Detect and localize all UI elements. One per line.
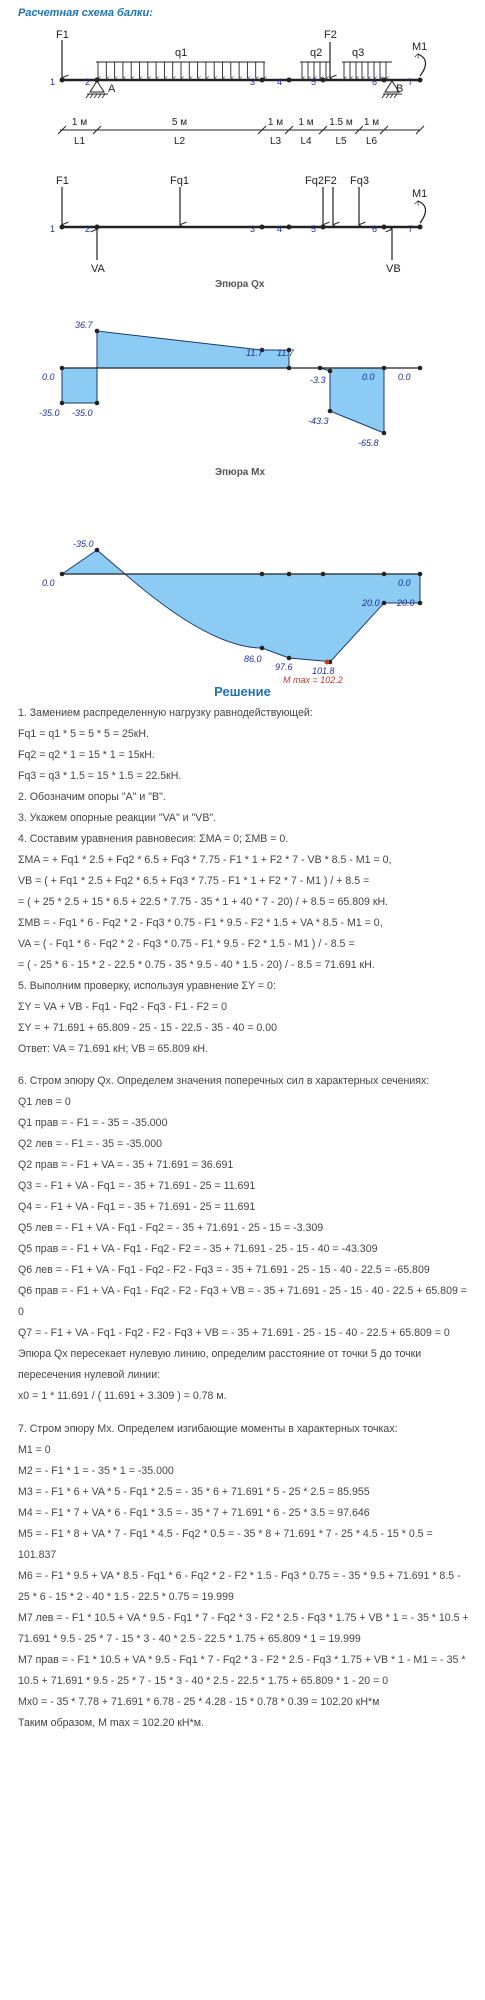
fq1-label: Fq1 — [170, 175, 189, 187]
solution-line: Q2 лев = - F1 = - 35 = -35.000 — [18, 1138, 163, 1151]
m-dot — [60, 572, 65, 577]
q-dot — [318, 366, 323, 371]
node-label: 2 — [85, 77, 91, 87]
node-dot — [382, 78, 387, 83]
solution-line: M5 = - F1 * 8 + VA * 7 - Fq1 * 4.5 - Fq2 * 0.5 = - 35 * 8 + 71.691 * 7 - 25 * 4.5 - 15 * 0.5 = 101.837 — [18, 1527, 433, 1561]
m-label-zero-right: 0.0 — [398, 578, 411, 588]
m-diagram — [42, 539, 422, 685]
span-name: L6 — [365, 136, 378, 147]
solution-line: Q7 = - F1 + VA - Fq1 - Fq2 - F2 - Fq3 + VB = - 35 + 71.691 - 25 - 15 - 40 - 22.5 + 65.809 = 0 — [18, 1327, 450, 1340]
m-label-101-8: 101.8 — [312, 666, 335, 676]
q-dot — [382, 366, 387, 371]
m-dot — [260, 646, 265, 651]
solution-line: Q1 прав = - F1 = - 35 = -35.000 — [18, 1117, 168, 1130]
equiv-f1-label: F1 — [56, 175, 69, 187]
solution-line: = ( - 25 * 6 - 15 * 2 - 22.5 * 0.75 - 35 * 9.5 - 40 * 1.5 - 20) / - 8.5 = 71.691 кН. — [18, 958, 375, 971]
m-dot — [287, 572, 292, 577]
node-dot — [60, 225, 65, 230]
span-dimensions — [58, 117, 424, 147]
node-label: 4 — [277, 224, 283, 234]
q-dot — [95, 329, 100, 334]
solution-line: M4 = - F1 * 7 + VA * 6 - Fq1 * 3.5 = - 35 * 7 + 71.691 * 6 - 25 * 3.5 = 97.646 — [18, 1506, 370, 1519]
solution-line: M6 = - F1 * 9.5 + VA * 8.5 - Fq1 * 6 - Fq2 * 2 - F2 * 1.5 - Fq3 * 0.75 = - 35 * 9.5 + 71.691 * 8.5 - 25 * 6 - 15 * 2 - 40 * 1.5 - 22.5 * 0.75 = 19.999 — [18, 1569, 461, 1603]
solution-line: M7 прав = - F1 * 10.5 + VA * 9.5 - Fq1 * 7 - Fq2 * 3 - F2 * 2.5 - Fq3 * 1.75 + VB * 1 - M1 = - 35 * 10.5 + 71.691 * 9.5 - 25 * 7 - 15 * 3 - 40 * 2.5 - 22.5 * 1.75 + 65.809 * 1 - 20 = 0 — [18, 1653, 466, 1687]
solution-line: Mx0 = - 35 * 7.78 + 71.691 * 6.78 - 25 * 4.28 - 15 * 0.78 * 0.39 = 102.20 кН*м — [18, 1695, 380, 1708]
node-label: 3 — [250, 77, 256, 87]
scheme-nodes — [50, 77, 423, 87]
equiv-nodes — [50, 224, 423, 234]
span-name: L3 — [269, 136, 282, 147]
solution-line: VB = ( + Fq1 * 2.5 + Fq2 * 6.5 + Fq3 * 7.75 - F1 * 1 + F2 * 7 - M1 ) / + 8.5 = — [18, 874, 370, 887]
q-dot — [287, 366, 292, 371]
solution-line: M3 = - F1 * 6 + VA * 5 - Fq1 * 2.5 = - 35 * 6 + 71.691 * 5 - 25 * 2.5 = 85.955 — [18, 1485, 370, 1498]
node-dot — [418, 225, 423, 230]
span-length: 1 м — [71, 117, 88, 128]
m1-moment-icon — [418, 54, 426, 76]
span-name: L5 — [335, 136, 347, 147]
m-label-97-6: 97.6 — [275, 662, 293, 672]
q-dot — [328, 409, 333, 414]
q-label-minus43-3: -43.3 — [308, 416, 329, 426]
solution-line: Q1 лев = 0 — [18, 1096, 71, 1109]
fq2f2-label: Fq2F2 — [305, 175, 337, 187]
m-label-zero-left: 0.0 — [42, 578, 55, 588]
solution-line: 3. Укажем опорные реакции "VA" и "VB". — [18, 811, 217, 824]
solution-line: Fq2 = q2 * 1 = 15 * 1 = 15кН. — [18, 748, 155, 761]
solution-line: Q4 = - F1 + VA - Fq1 = - 35 + 71.691 - 25 = 11.691 — [18, 1201, 256, 1214]
q-dot — [418, 366, 423, 371]
solution-line: = ( + 25 * 2.5 + 15 * 6.5 + 22.5 * 7.75 - 35 * 1 + 40 * 7 - 20) / + 8.5 = 65.809 кН. — [18, 895, 389, 908]
q-label-minus65-8: -65.8 — [358, 438, 379, 448]
solution-line: M2 = - F1 * 1 = - 35 * 1 = -35.000 — [18, 1464, 174, 1477]
m-label-20-b: 20.0 — [397, 598, 415, 608]
m-dot — [418, 572, 423, 577]
m-label-20-a: 20.0 — [362, 598, 380, 608]
node-label: 3 — [250, 224, 256, 234]
span-length: 1.5 м — [329, 117, 353, 128]
span-name: L4 — [300, 136, 312, 147]
q-label-minus35-b: -35.0 — [72, 408, 93, 418]
span-name: L1 — [73, 136, 86, 147]
q2-label: q2 — [310, 47, 323, 59]
span-name: L2 — [173, 136, 186, 147]
fq3-label: Fq3 — [350, 175, 369, 187]
m-dot — [418, 601, 423, 606]
mmax-label: M max = 102.2 — [283, 675, 343, 685]
solution-line: M7 лев = - F1 * 10.5 + VA * 9.5 - Fq1 * 7 - Fq2 * 3 - F2 * 2.5 - Fq3 * 1.75 + VB * 1 = - 35 * 10.5 + 71.691 * 9.5 - 25 * 7 - 15 * 3 - 40 * 2.5 - 22.5 * 1.75 + 65.809 * 1 = 19.999 — [18, 1611, 469, 1645]
node-label: 7 — [408, 224, 414, 234]
node-label: 6 — [372, 224, 378, 234]
q-dot — [382, 431, 387, 436]
solution-line: ΣMA = + Fq1 * 2.5 + Fq2 * 6.5 + Fq3 * 7.75 - F1 * 1 + F2 * 7 - VB * 8.5 - M1 = 0, — [18, 853, 392, 866]
q-label-11-7-b: 11.7 — [277, 348, 294, 358]
q-diagram-title: Эпюра Qx — [215, 279, 265, 290]
q-diagram — [39, 320, 422, 448]
q-label-zero-b: 0.0 — [362, 372, 375, 382]
solution-line: Q6 прав = - F1 + VA - Fq1 - Fq2 - F2 - Fq3 + VB = - 35 + 71.691 - 25 - 15 - 40 - 22.5 + 65.809 = 0 — [18, 1285, 467, 1319]
node-label: 2 — [85, 224, 91, 234]
m-dot — [287, 656, 292, 661]
m-diagram-title: Эпюра Mx — [215, 467, 266, 478]
q-label-zero-c: 0.0 — [398, 372, 411, 382]
q-label-11-7-a: 11.7 — [246, 348, 263, 358]
node-label: 1 — [50, 77, 56, 87]
node-dot — [321, 78, 326, 83]
solution-text — [18, 703, 473, 1734]
q-label-zero-left: 0.0 — [42, 372, 55, 382]
q-area-1 — [62, 368, 97, 403]
heading: Расчетная схема балки: — [18, 7, 153, 19]
node-label: 4 — [277, 77, 283, 87]
solution-line: Q6 лев = - F1 + VA - Fq1 - Fq2 - F2 - Fq3 = - 35 + 71.691 - 25 - 15 - 40 - 22.5 = -65.809 — [18, 1264, 430, 1277]
span-length: 5 м — [171, 117, 188, 128]
solution-line: Q5 лев = - F1 + VA - Fq1 - Fq2 = - 35 + 71.691 - 25 - 15 = -3.309 — [18, 1222, 324, 1235]
solution-title: Решение — [214, 684, 271, 699]
va-label: VA — [91, 263, 105, 275]
f2-label: F2 — [324, 29, 337, 41]
solution-line: M1 = 0 — [18, 1443, 51, 1456]
support-a-label: A — [108, 83, 116, 95]
q-label-minus35-a: -35.0 — [39, 408, 60, 418]
solution-line: x0 = 1 * 11.691 / ( 11.691 + 3.309 ) = 0.78 м. — [18, 1390, 227, 1402]
solution-line: Ответ: VA = 71.691 кН; VB = 65.809 кН. — [18, 1042, 209, 1055]
q-label-36-7: 36.7 — [75, 320, 93, 330]
node-label: 5 — [311, 77, 317, 87]
solution-line: 1. Замением распределенную нагрузку равнодействующей: — [18, 707, 313, 719]
solution-line: ΣMB = - Fq1 * 6 - Fq2 * 2 - Fq3 * 0.75 - F1 * 9.5 - F2 * 1.5 + VA * 8.5 - M1 = 0, — [18, 916, 383, 929]
node-label: 7 — [408, 77, 414, 87]
node-dot — [287, 78, 292, 83]
node-dot — [95, 225, 100, 230]
solution-line: Эпюра Qx пересекает нулевую линию, определим расстояние от точки 5 до точки пересечения нулевой линии: — [18, 1348, 422, 1382]
solution-line: Fq3 = q3 * 1.5 = 15 * 1.5 = 22.5кН. — [18, 769, 182, 782]
solution-line: Таким образом, M max = 102.20 кН*м. — [18, 1716, 204, 1729]
node-label: 5 — [311, 224, 317, 234]
q23-load-arrows — [302, 62, 386, 78]
f1-label: F1 — [56, 29, 69, 41]
span-length: 1 м — [363, 117, 380, 128]
node-dot — [418, 78, 423, 83]
node-label: 6 — [372, 77, 378, 87]
solution-line: 5. Выполним проверку, используя уравнение ΣY = 0: — [18, 979, 276, 992]
dimension-ticks — [58, 117, 424, 147]
solution-line: Fq1 = q1 * 5 = 5 * 5 = 25кН. — [18, 727, 149, 740]
span-length: 1 м — [298, 117, 314, 128]
node-dot — [260, 225, 265, 230]
solution-line: ΣY = VA + VB - Fq1 - Fq2 - Fq3 - F1 - F2 = 0 — [18, 1000, 227, 1013]
node-dot — [287, 225, 292, 230]
q-dot — [328, 369, 333, 374]
support-b-label: B — [396, 83, 404, 95]
solution-line: 7. Стром эпюру Mx. Определем изгибающие моменты в характерных точках: — [18, 1422, 398, 1435]
m-area-negative — [62, 550, 125, 574]
solution-line: Q3 = - F1 + VA - Fq1 = - 35 + 71.691 - 25 = 11.691 — [18, 1180, 256, 1193]
q1-label: q1 — [175, 47, 188, 59]
solution-line: 6. Стром эпюру Qx. Определем значения поперечных сил в характерных сечениях: — [18, 1075, 430, 1088]
node-dot — [321, 225, 326, 230]
m-label-minus35: -35.0 — [73, 539, 94, 549]
node-dot — [60, 78, 65, 83]
equiv-m1-moment-icon — [418, 201, 426, 223]
q1-load-arrows — [98, 62, 264, 78]
span-length: 1 м — [267, 117, 284, 128]
q-dot — [60, 401, 65, 406]
solution-line: VA = ( - Fq1 * 6 - Fq2 * 2 - Fq3 * 0.75 - F1 * 9.5 - F2 * 1.5 - M1 ) / - 8.5 = — [18, 937, 355, 950]
m-dot — [382, 601, 387, 606]
equivalent-scheme — [50, 175, 427, 275]
m-dot — [260, 572, 265, 577]
node-dot — [382, 225, 387, 230]
solution-line: 4. Составим уравнения равновесия: ΣMA = 0; ΣMB = 0. — [18, 832, 289, 845]
solution-line: 2. Обозначим опоры "A" и "B". — [18, 790, 166, 803]
q-label-minus3-3: -3.3 — [310, 375, 326, 385]
q3-label: q3 — [352, 47, 365, 59]
m1-label: M1 — [412, 41, 428, 53]
diagrams — [0, 0, 485, 700]
vb-label: VB — [386, 263, 401, 275]
solution-line: Q2 прав = - F1 + VA = - 35 + 71.691 = 36.691 — [18, 1159, 234, 1172]
solution-line: ΣY = + 71.691 + 65.809 - 25 - 15 - 22.5 - 35 - 40 = 0.00 — [18, 1021, 278, 1034]
m-dot — [95, 548, 100, 553]
q-dot — [95, 401, 100, 406]
m-area-positive — [125, 574, 420, 662]
solution-line: Q5 прав = - F1 + VA - Fq1 - Fq2 - F2 = - 35 + 71.691 - 25 - 15 - 40 = -43.309 — [18, 1243, 378, 1256]
m-label-86: 86.0 — [244, 654, 262, 664]
node-label: 1 — [50, 224, 56, 234]
m-dot — [321, 572, 326, 577]
q-dot — [60, 366, 65, 371]
node-dot — [95, 78, 100, 83]
node-dot — [260, 78, 265, 83]
m-dot — [382, 572, 387, 577]
mmax-marker — [325, 660, 330, 665]
equiv-m1-label: M1 — [412, 188, 428, 200]
beam-scheme — [50, 29, 427, 98]
